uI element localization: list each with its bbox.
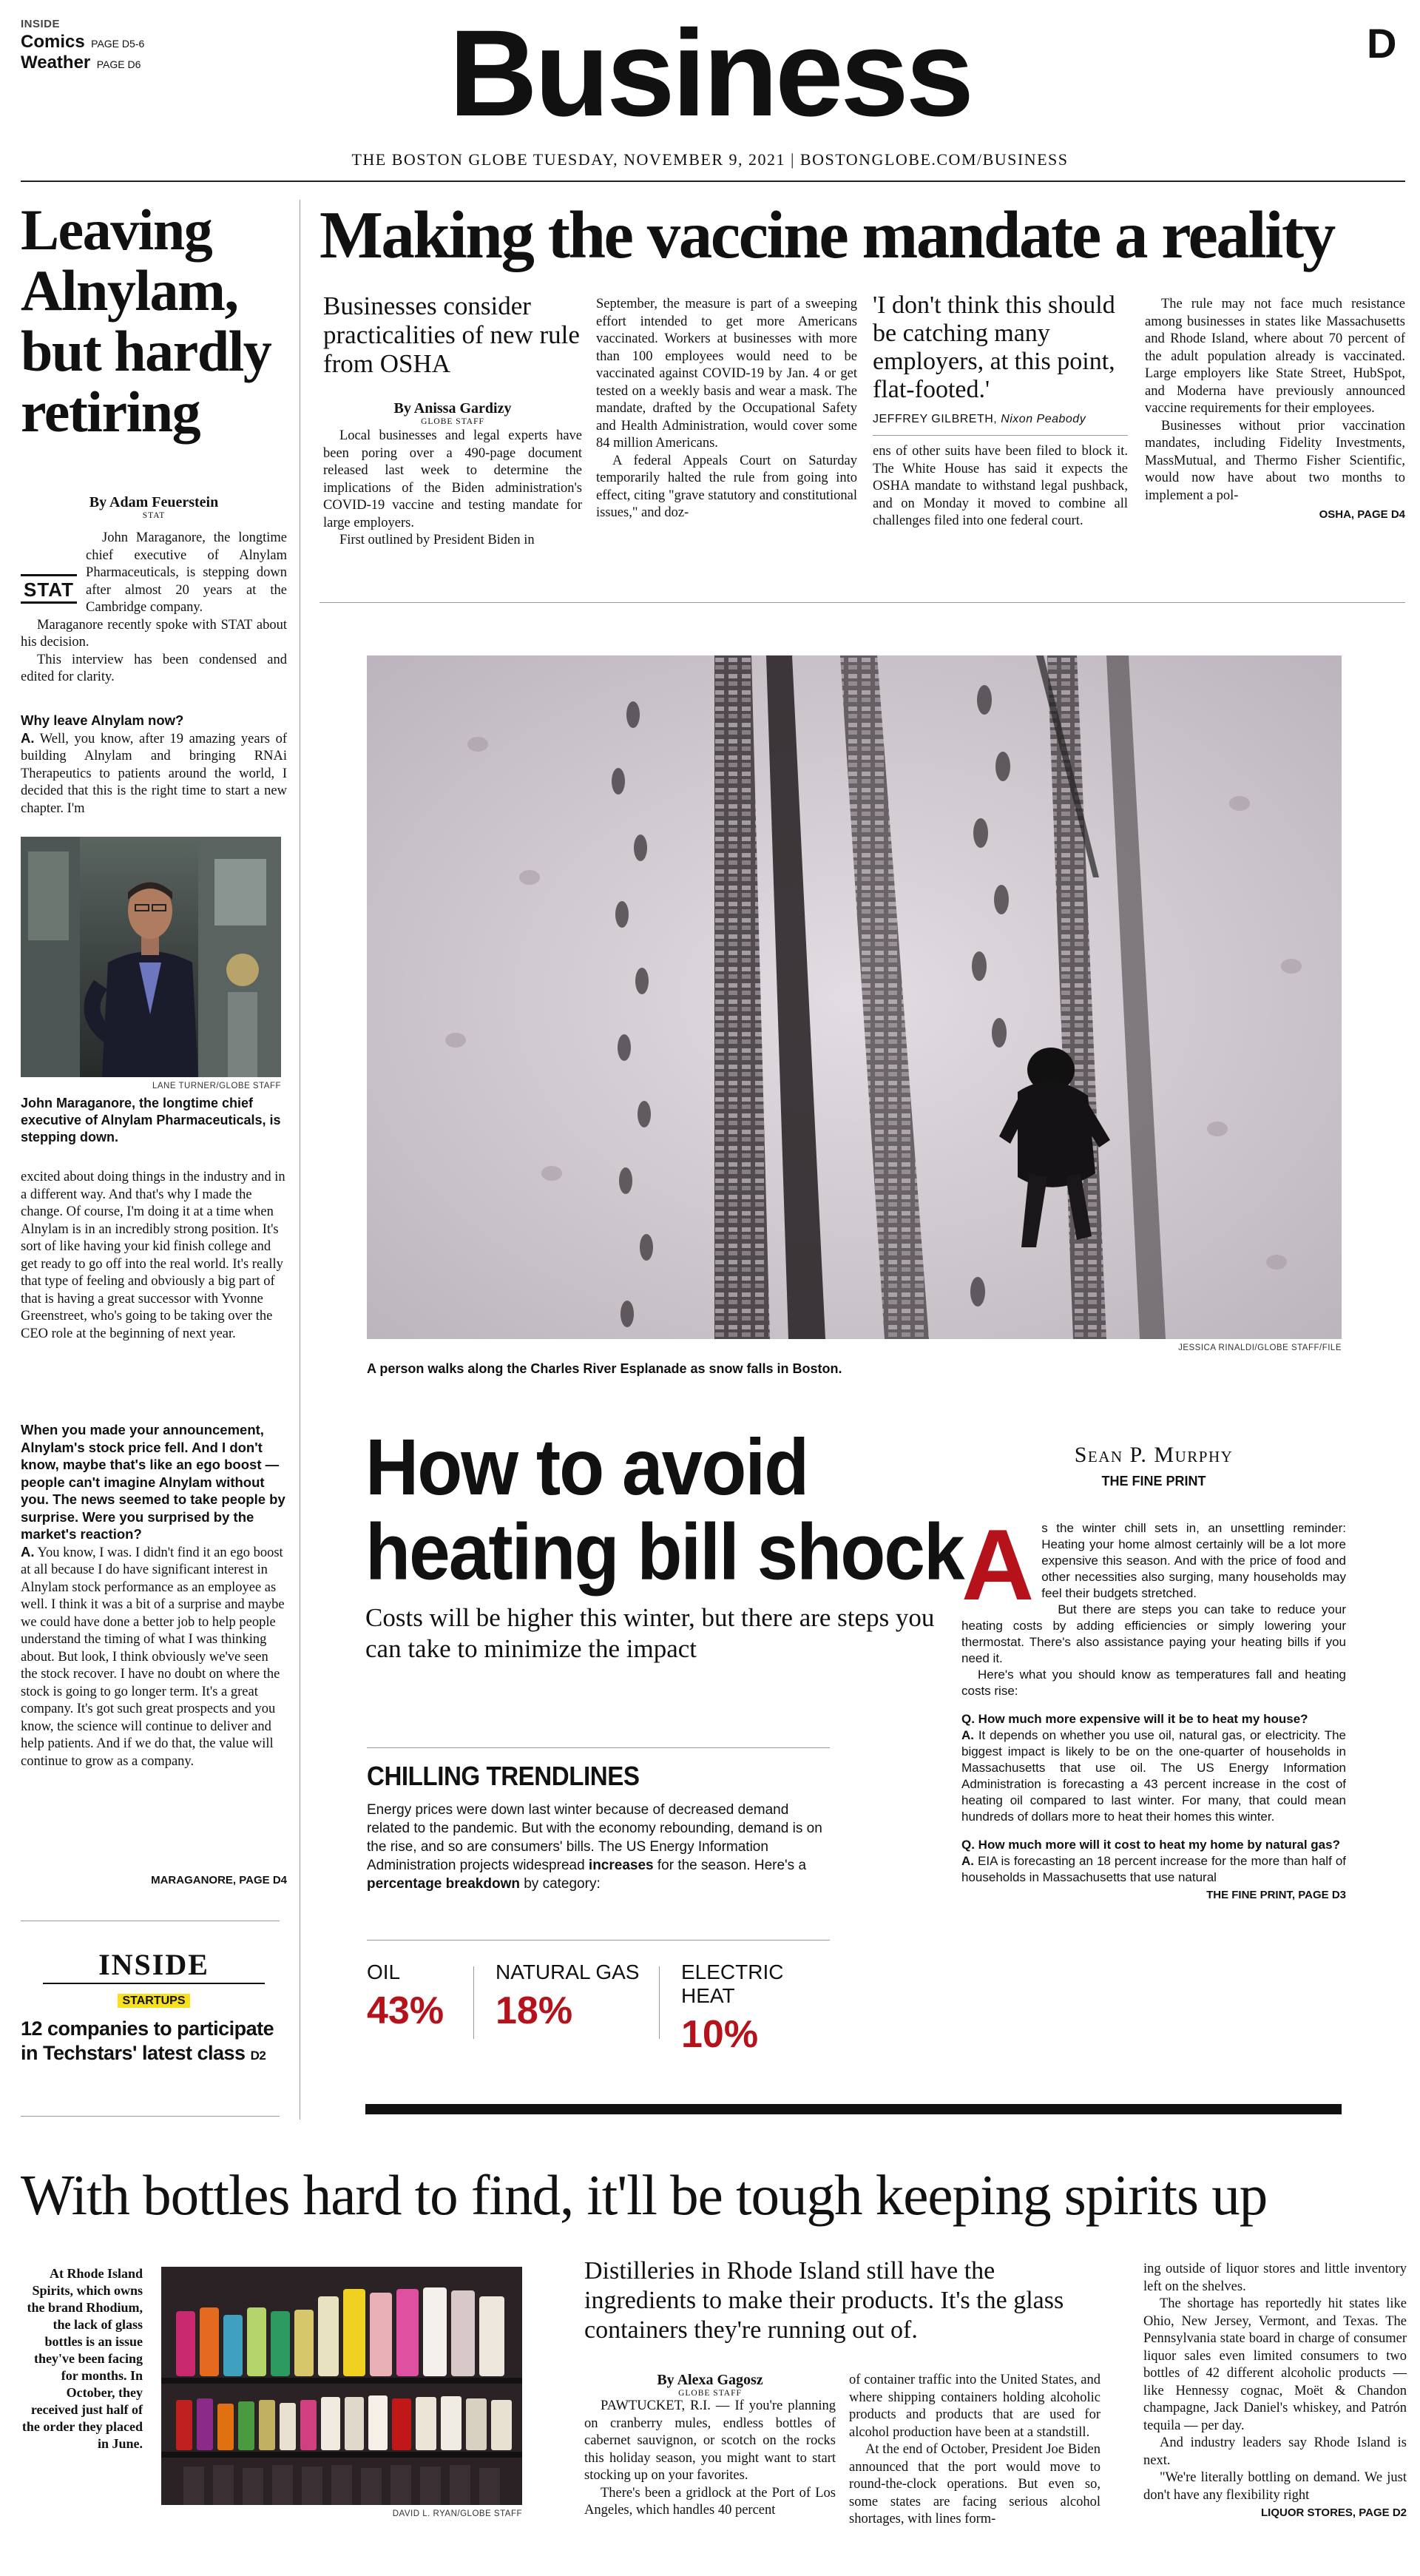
question: Why leave Alnylam now? [21,712,184,728]
box-text: Energy prices were down last winter because of decreased demand related to the pandemic. But with the economy rebounding, demand is on the rise, and so are consumers' bills. The US Energy Information Administration projects widespread increases for the season. Here's a percentage breakdown by category: [367,1802,822,1892]
photo-credit: DAVID L. RYAN/GLOBE STAFF [392,2509,522,2518]
vaccine-p1: Local businesses and legal experts have been poring over a 490-page document released last week to determine the implications of the Biden administration's COVID-19 vaccine and testing mandate for large employers. [323,428,582,530]
inside-index-item[interactable]: Comics PAGE D5-6 [21,32,145,52]
vaccine-p2: First outlined by President Biden in [339,533,535,547]
dateline: THE BOSTON GLOBE TUESDAY, NOVEMBER 9, 2021 | BOSTONGLOBE.COM/BUSINESS [351,150,1069,169]
vaccine-deck: Businesses consider practicalities of new rule from OSHA [323,291,580,378]
vaccine-col4 [1145,296,1405,524]
inside-index-label: INSIDE [21,18,61,30]
columnist-name: Sean P. Murphy [1074,1443,1234,1467]
spirits-p8: "We're literally bottling on demand. We just don't have any flexibility right [1143,2470,1407,2503]
fineprint-p1: s the winter chill sets in, an unsettling reminder: Heating your home almost certainly will be a lot more expensive this season. And with the price of food and other necessities also surging, many households may feel their budgets stretched. [1041,1521,1346,1600]
answer-text: EIA is forecasting an 18 percent increase for the more than half of households in Massachusetts that use natural [961,1854,1346,1884]
spirits-p6: The shortage has reportedly hit states like Ohio, New Jersey, Vermont, and Texas. The Pennsylvania state board in charge of consumer liquor sales even limited consumers to two bottles of 42 different alcoholic products — like Hennessy cognac, Moët & Chandon champagne, Jack Daniel's whiskey, and Patrón tequila — per day. [1143,2296,1407,2433]
alnylam-jump[interactable]: MARAGANORE, PAGE D4 [151,1874,287,1887]
spirits-p4: At the end of October, President Joe Biden announced that the port would move to round-the-clock operations. But even so, some states are facing serious alcohol shortages, with lines form- [849,2442,1100,2526]
inside-index-item[interactable]: Weather PAGE D6 [21,53,141,73]
photo-caption: John Maraganore, the longtime chief executive of Alnylam Pharmaceuticals, is stepping down. [21,1096,281,1144]
section-title: Business [448,5,972,142]
spirits-col3 [1143,2261,1407,2522]
stat-value: 18% [496,1989,573,2032]
alnylam-intro-p2: Maraganore recently spoke with STAT about his decision. [21,617,287,650]
spirits-p5: ing outside of liquor stores and little inventory left on the shelves. [1143,2262,1407,2294]
photo-credit: LANE TURNER/GLOBE STAFF [152,1082,281,1090]
alnylam-q2-block [21,1421,287,1770]
byline: By Alexa Gagosz [657,2372,763,2388]
stat-value: 10% [681,2013,759,2056]
photo-illustration [161,2267,522,2505]
trendlines-box [367,1761,830,1893]
photo-credit: JESSICA RINALDI/GLOBE STAFF/FILE [1178,1343,1342,1352]
stat-value: 43% [367,1989,444,2032]
spirits-headline: With bottles hard to find, it'll be tough keeping spirits up [21,2163,1268,2227]
heating-headline: How to avoid heating bill shock [365,1422,964,1597]
byline-org: STAT [142,511,166,520]
answer-text: It depends on whether you use oil, natural gas, or electricity. The biggest impact is likely to be on the one-quarter of households in Massachusetts that use oil. The US Energy Information Administration is forecasting a 43 percent increase in the cost of heating oil compared to last winter. For many, that could mean hundreds of dollars more to heat their homes this winter. [961,1728,1346,1824]
stats-row [367,1960,840,2056]
spirits-col1 [584,2256,1109,2345]
dropcap: A [961,1508,1035,1621]
question: Q. How much more will it cost to heat my home by natural gas? [961,1838,1340,1852]
alnylam-intro [21,530,287,687]
alnylam-continuation [21,1169,287,1343]
box-rule [367,1747,830,1748]
bottles-photo [161,2267,522,2505]
alnylam-headline: Leaving Alnylam, but hardly retiring [21,198,271,444]
answer-text: Well, you know, after 19 amazing years of building Alnylam and bringing RNAi Therapeutics to patients around the world, I decided that this is the right time to start a new chapter. I'm [21,731,287,816]
stat-divider [473,1966,474,2039]
divider [320,602,1405,603]
stat-label: NATURAL GAS [496,1960,640,1983]
snow-photo [367,655,1342,1339]
stat-label: ELECTRIC HEAT [681,1960,784,2007]
answer-prefix: A. [21,1543,35,1560]
spirits-jump[interactable]: LIQUOR STORES, PAGE D2 [1261,2506,1407,2519]
kicker: STARTUPS [118,1994,189,2008]
byline: By Adam Feuerstein [89,494,219,510]
spirits-col1-body [584,2372,836,2520]
pullquote-attribution: JEFFREY GILBRETH, Nixon Peabody [873,413,1086,425]
section-letter: D [1367,20,1397,67]
pullquote-text: 'I don't think this should be catching many employers, at this point, flat-footed.' [873,291,1115,403]
vaccine-col1 [323,291,582,550]
byline: By Anissa Gardizy [393,400,512,417]
vaccine-p3: September, the measure is part of a sweeping effort intended to get more Americans vaccinated. Workers at businesses with more than 100 employees would need to be vaccinated against COVID-19 by Jan. 4 or get tested on a weekly basis and wear a mask. The mandate, drafted by the Occupational Safety and Health Administration, would cover some 84 million Americans. [596,297,857,451]
spirits-p1: PAWTUCKET, R.I. — If you're planning on cranberry mules, endless bottles of cabernet sauvignon, or scotch on the rocks this holiday season, you might want to start stocking up on your favorites. [584,2398,836,2483]
stat-natural-gas [496,1960,666,2033]
fineprint-column [961,1443,1346,1901]
answer-prefix: A. [21,729,35,746]
alnylam-intro-p3: This interview has been condensed and edited for clarity. [21,652,287,684]
spirits-p3: of container traffic into the United States, and where shipping containers holding alcoholic products and products that are used for alcohol production have been at a standstill. [849,2373,1100,2440]
fineprint-jump[interactable]: THE FINE PRINT, PAGE D3 [1206,1889,1346,1901]
fineprint-p2: But there are steps you can take to reduce your heating costs by adding efficiencies or simply lowering your thermostat. There's also assistance paying your heating bills if you need it. [961,1602,1346,1665]
box-rule [367,1940,830,1941]
box-title: CHILLING TRENDLINES [367,1761,640,1791]
fineprint-p3: Here's what you should know as temperatures fall and heating costs rise: [961,1668,1346,1698]
photo-caption: A person walks along the Charles River Esplanade as snow falls in Boston. [367,1361,842,1376]
question: Q. How much more expensive will it be to heat my house? [961,1712,1308,1726]
inside-box[interactable] [21,1949,287,2068]
stat-oil [367,1960,485,2033]
heating-deck: Costs will be higher this winter, but there are steps you can take to minimize the impact [365,1603,935,1663]
vaccine-p6: The rule may not face much resistance among businesses in states like Massachusetts and Rhode Island, where about 70 percent of the adult population already is vaccinated. Large employers like State Street, HubSpot, and Moderna have previously announced vaccine requirements for their employees. [1145,297,1405,416]
alnylam-intro-p1: John Maraganore, the longtime chief executive of Alnylam Pharmaceuticals, is stepping down after almost 20 years at the Cambridge company. [86,530,287,615]
inside-box-label: INSIDE [98,1948,209,1981]
vaccine-headline: Making the vaccine mandate a reality [320,198,1334,272]
column-name: THE FINE PRINT [1101,1474,1206,1488]
answer-prefix: A. [961,1854,974,1868]
divider [21,2116,280,2117]
vaccine-p7: Businesses without prior vaccination mandates, including Fidelity Investments, MassMutual, and Thermo Fisher Scientific, would now have about two months to implement a pol- [1145,418,1405,503]
photo-illustration [21,837,281,1077]
quote-rule [873,435,1128,436]
inside-page: D2 [250,2049,266,2063]
inside-rule [43,1983,265,1984]
masthead-rule [21,181,1405,182]
alnylam-q1-block [21,712,287,817]
byline-org: GLOBE STAFF [421,417,484,426]
vaccine-p4: A federal Appeals Court on Saturday temporarily halted the rule from going into effect, citing "grave statutory and constitutional issues," and doz- [596,453,857,520]
vaccine-jump[interactable]: OSHA, PAGE D4 [1319,508,1405,521]
answer-continued: excited about doing things in the industry and in a different way. And that's why I made the change. Of course, I'm doing it at a time when Alnylam is in an incredibly strong position. It's sort of like having your kid finish college and get ready to go off into the real world. It's really that type of feeling and obviously a big part of that is having a great successor with Yvonne Greenstreet, who's going to be taking over the CEO role at the beginning of next year. [21,1170,285,1341]
spirits-photo-caption: At Rhode Island Spirits, which owns the brand Rhodium, the lack of glass bottles is an issue they've been facing for months. In October, they received just half of the order they placed in June. [21,2266,143,2451]
vaccine-col2 [596,296,857,522]
spirits-deck: Distilleries in Rhode Island still have the ingredients to make their products. It's the glass containers they're running out of. [584,2257,1064,2344]
spirits-col2 [849,2372,1100,2529]
inside-headline: 12 companies to participate in Techstars' latest class [21,2017,274,2064]
vaccine-p5: ens of other suits have been filed to block it. The White House has said it expects the OSHA mandate to withstand legal pushback, and on Monday it moved to combine all challenges filed into one federal court. [873,444,1128,528]
answer-prefix: A. [961,1728,974,1742]
section-thick-rule [365,2104,1342,2114]
answer-text: You know, I was. I didn't find it an ego boost at all because I do have significant interest in Alnylam stock performance as an employee as well. I think it was a bit of a surprise and maybe we could have done a better job to help people understand the timing of what I was thinking about. But look, I think obviously we've seen the stock recover. I have no doubt on where the stock is going to go longer term. It's a great company. It's got such great prospects and you know, the science will continue to deliver and help patients. And if we do that, the value will continue to grow as a company. [21,1545,285,1769]
photo-illustration [367,655,1342,1339]
stat-electric-heat [681,1960,840,2057]
stat-logo: STAT [21,574,77,604]
maraganore-photo [21,837,281,1077]
stat-label: OIL [367,1960,401,1983]
stat-divider [659,1966,660,2039]
alnylam-byline-block [21,494,287,520]
byline-org: GLOBE STAFF [678,2389,742,2398]
vaccine-pullquote [873,291,1128,530]
spirits-p2: There's been a gridlock at the Port of Los Angeles, which handles 40 percent [584,2485,836,2518]
question: When you made your announcement, Alnylam's stock price fell. And I don't know, maybe that's like an ego boost — people can't imagine Alnylam without you. The news seemed to take people by surprise. Were you surprised by the market's reaction? [21,1422,285,1542]
spirits-p7: And industry leaders say Rhode Island is next. [1143,2435,1407,2468]
